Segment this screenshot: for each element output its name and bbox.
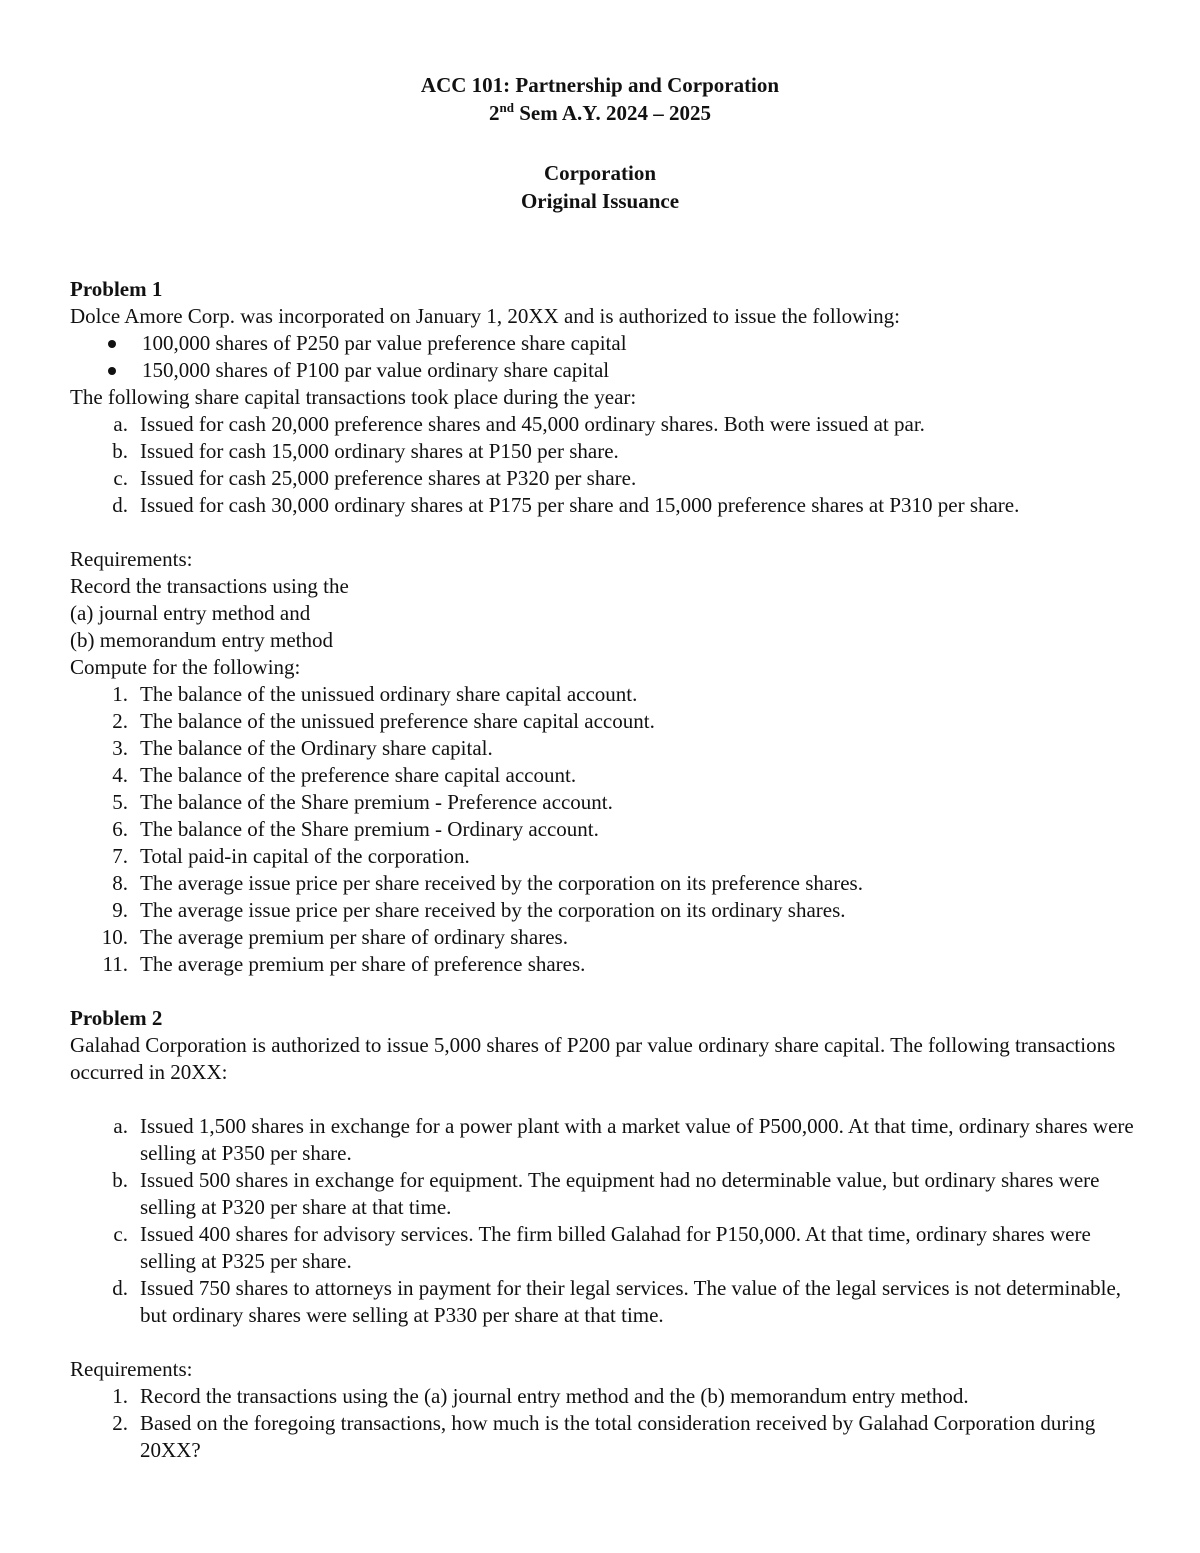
problem-2-requirements (70, 1383, 1140, 1464)
requirement-line: Record the transactions using the (70, 574, 349, 598)
list-item-text: The balance of the unissued ordinary share capital account. (140, 682, 638, 706)
list-item-text: 150,000 shares of P100 par value ordinary share capital (142, 358, 610, 382)
list-item (70, 438, 1140, 465)
problem-1-intro: Dolce Amore Corp. was incorporated on January 1, 20XX and is authorized to issue the following: (70, 304, 900, 328)
list-item-text: The balance of the Share premium - Preference account. (140, 790, 613, 814)
list-item-text: The balance of the Ordinary share capital. (140, 736, 493, 760)
semester-number: 2 (489, 101, 500, 125)
list-item (70, 1113, 1140, 1167)
list-item-text: Issued for cash 30,000 ordinary shares at P175 per share and 15,000 preference shares at P310 per share. (140, 493, 1020, 517)
list-item (70, 1410, 1140, 1464)
requirements-label: Requirements: (70, 1357, 193, 1381)
list-item-text: The average issue price per share received by the corporation on its ordinary shares. (140, 898, 846, 922)
list-marker: 4. (112, 763, 128, 787)
problem-1-title: Problem 1 (70, 277, 163, 301)
list-item (70, 951, 1140, 978)
list-marker: 5. (112, 790, 128, 814)
list-item (70, 1167, 1140, 1221)
problem-2-title: Problem 2 (70, 1006, 163, 1030)
list-item-text: The average premium per share of preference shares. (140, 952, 586, 976)
list-item-text: Issued 1,500 shares in exchange for a power plant with a market value of P500,000. At that time, ordinary shares were selling at P350 per share. (140, 1114, 1134, 1165)
bullet-icon (108, 367, 116, 375)
list-item (70, 843, 1140, 870)
list-marker: b. (112, 439, 128, 463)
list-marker: a. (113, 412, 128, 436)
list-item (70, 897, 1140, 924)
list-item (70, 924, 1140, 951)
transactions-intro: The following share capital transactions took place during the year: (70, 385, 637, 409)
list-item-text: The balance of the unissued preference share capital account. (140, 709, 655, 733)
list-item-text: Issued 750 shares to attorneys in payment for their legal services. The value of the legal services is not determinable, but ordinary shares were selling at P330 per share at that time. (140, 1276, 1122, 1327)
problem-1-transactions (70, 411, 1140, 519)
list-item (70, 789, 1140, 816)
spacer (70, 1086, 1140, 1113)
list-item-text: The average premium per share of ordinary shares. (140, 925, 568, 949)
list-item (70, 816, 1140, 843)
spacer (70, 978, 1140, 1005)
requirement-line: Compute for the following: (70, 655, 301, 679)
list-marker: c. (113, 466, 128, 490)
list-item (70, 870, 1140, 897)
course-title: ACC 101: Partnership and Corporation (420, 73, 780, 97)
list-marker: 9. (112, 898, 128, 922)
list-marker: 1. (112, 1384, 128, 1408)
list-item (70, 411, 1140, 438)
document-body (70, 276, 1140, 1464)
list-item (70, 735, 1140, 762)
list-item (70, 681, 1140, 708)
list-marker: 2. (112, 1411, 128, 1435)
requirement-line: (b) memorandum entry method (70, 628, 334, 652)
list-marker: 3. (112, 736, 128, 760)
list-marker: d. (112, 1276, 128, 1300)
list-item-text: Issued 400 shares for advisory services. The firm billed Galahad for P150,000. At that time, ordinary shares were selling at P325 per share. (140, 1222, 1091, 1273)
list-item (70, 357, 1140, 384)
list-item-text: Issued 500 shares in exchange for equipment. The equipment had no determinable value, but ordinary shares were selling at P320 per share at that time. (140, 1168, 1100, 1219)
list-item (70, 465, 1140, 492)
requirement-line: (a) journal entry method and (70, 601, 311, 625)
topic-title: Corporation (544, 161, 656, 185)
semester-ordinal: nd (499, 100, 514, 115)
list-marker: c. (113, 1222, 128, 1246)
list-item-text: The balance of the preference share capital account. (140, 763, 577, 787)
list-marker: a. (113, 1114, 128, 1138)
list-item-text: Issued for cash 20,000 preference shares and 45,000 ordinary shares. Both were issued at par. (140, 412, 925, 436)
subtopic-title: Original Issuance (520, 189, 680, 213)
spacer (70, 1329, 1140, 1356)
list-item-text: Total paid-in capital of the corporation. (140, 844, 470, 868)
list-marker: 7. (112, 844, 128, 868)
authorized-shares-list (70, 330, 1140, 384)
list-item-text: The balance of the Share premium - Ordinary account. (140, 817, 599, 841)
list-marker: b. (112, 1168, 128, 1192)
list-item (70, 1221, 1140, 1275)
list-marker: 6. (112, 817, 128, 841)
semester-line (0, 100, 1200, 127)
requirements-label: Requirements: (70, 547, 193, 571)
list-marker: 11. (102, 952, 128, 976)
compute-list (70, 681, 1140, 978)
list-marker: 8. (112, 871, 128, 895)
list-item (70, 1275, 1140, 1329)
spacer (70, 519, 1140, 546)
semester-rest: Sem A.Y. 2024 – 2025 (513, 101, 711, 125)
list-item-text: 100,000 shares of P250 par value preference share capital (142, 331, 627, 355)
bullet-icon (108, 340, 116, 348)
list-item-text: Record the transactions using the (a) journal entry method and the (b) memorandum entry method. (140, 1384, 969, 1408)
list-marker: d. (112, 493, 128, 517)
problem-2-intro: Galahad Corporation is authorized to issue 5,000 shares of P200 par value ordinary share capital. The following transactions occurred in 20XX: (70, 1033, 1116, 1084)
list-item-text: Issued for cash 25,000 preference shares at P320 per share. (140, 466, 637, 490)
list-item (70, 708, 1140, 735)
list-item-text: Based on the foregoing transactions, how much is the total consideration received by Galahad Corporation during 20XX? (140, 1411, 1096, 1462)
list-marker: 1. (112, 682, 128, 706)
list-item (70, 330, 1140, 357)
problem-2-transactions (70, 1113, 1140, 1329)
list-item (70, 762, 1140, 789)
list-marker: 10. (101, 925, 128, 949)
list-marker: 2. (112, 709, 128, 733)
list-item (70, 492, 1140, 519)
list-item-text: The average issue price per share received by the corporation on its preference shares. (140, 871, 863, 895)
list-item (70, 1383, 1140, 1410)
list-item-text: Issued for cash 15,000 ordinary shares at P150 per share. (140, 439, 619, 463)
